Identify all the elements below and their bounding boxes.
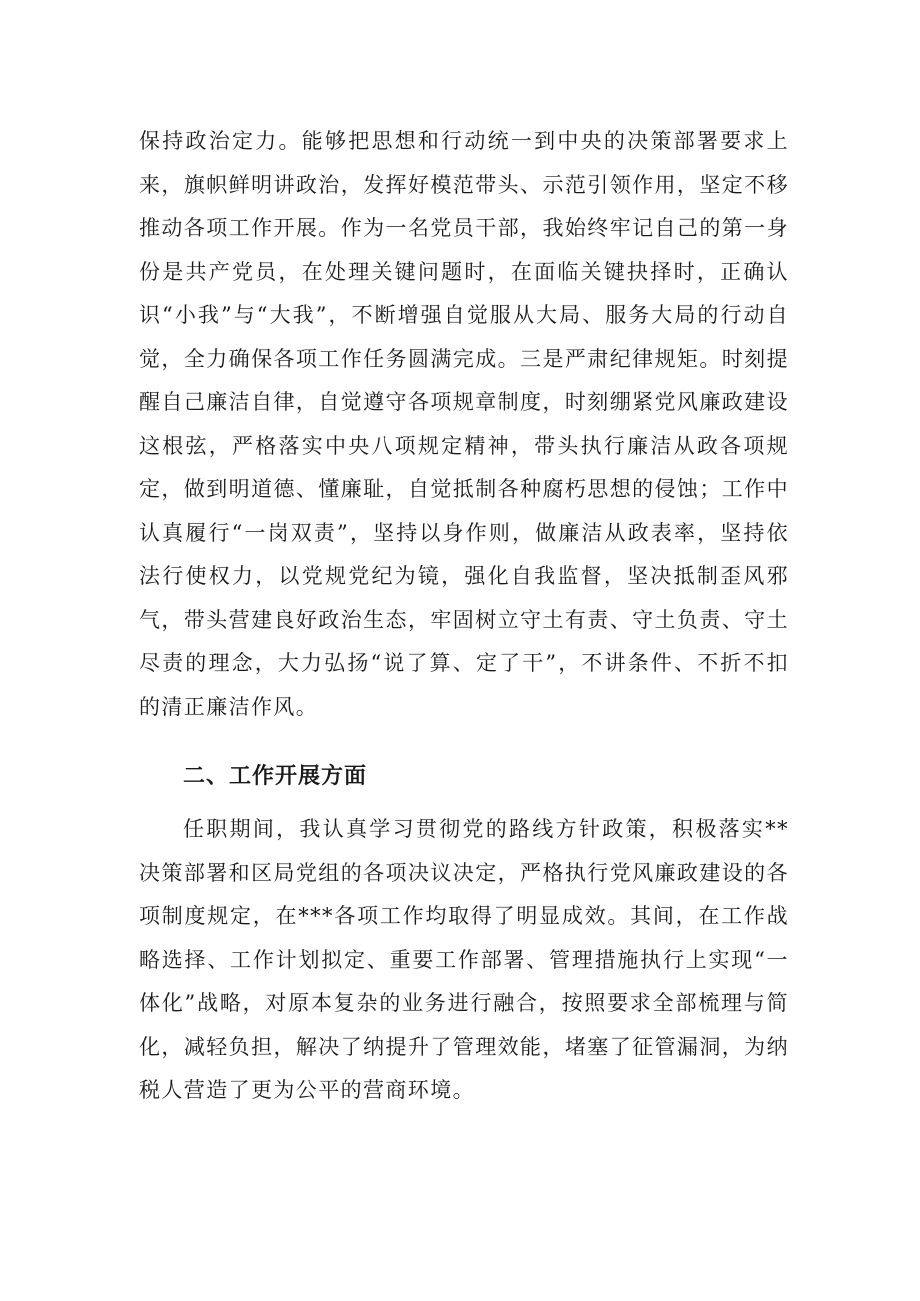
body-paragraph-work: 任职期间，我认真学习贯彻党的路线方针政策，积极落实**决策部署和区局党组的各项决议决定，严格执行党风廉政建设的各项制度规定，在***各项工作均取得了明显成效。其间，在工作战略选择、工作计划拟定、重要工作部署、管理措施执行上实现“一体化”战略，对原本复杂的业务进行融合，按照要求全部梳理与简化，减轻负担，解决了纳提升了管理效能，堵塞了征管漏洞，为纳税人营造了更为公平的营商环境。 — [139, 817, 789, 1102]
section-heading-work: 二、工作开展方面 — [183, 764, 368, 789]
body-paragraph-discipline: 保持政治定力。能够把思想和行动统一到中央的决策部署要求上来，旗帜鲜明讲政治，发挥好模范带头、示范引领作用，坚定不移推动各项工作开展。作为一名党员干部，我始终牢记自己的第一身份是共产党员，在处理关键问题时，在面临关键抉择时，正确认识“小我”与“大我”，不断增强自觉服从大局、服务大局的行动自觉，全力确保各项工作任务圆满完成。三是严肃纪律规矩。时刻提醒自己廉洁自律，自觉遵守各项规章制度，时刻绷紧党风廉政建设这根弦，严格落实中央八项规定精神，带头执行廉洁从政各项规定，做到明道德、懂廉耻，自觉抵制各种腐朽思想的侵蚀；工作中认真履行“一岗双责”，坚持以身作则，做廉洁从政表率，坚持依法行使权力，以党规党纪为镜，强化自我监督，坚决抵制歪风邪气，带头营建良好政治生态，牢固树立守土有责、守土负责、守土尽责的理念，大力弘扬“说了算、定了干”，不讲条件、不折不扣的清正廉洁作风。 — [139, 129, 789, 719]
